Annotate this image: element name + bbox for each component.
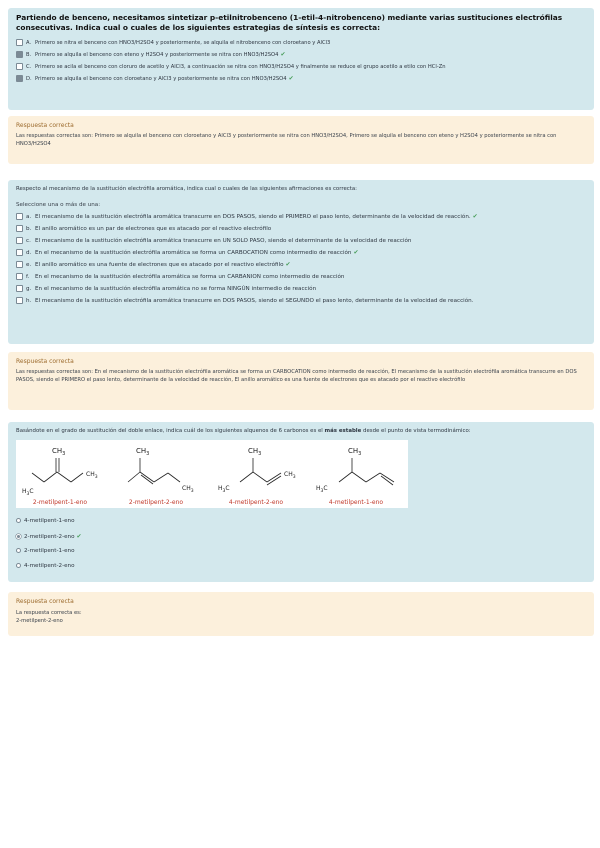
option-text: 4-metilpent-2-eno: [24, 563, 75, 569]
molecule-label-3: 4-metilpent-2-eno: [228, 499, 284, 506]
option-text: 2-metilpent-1-eno: [24, 548, 75, 554]
checkbox-option[interactable]: [16, 247, 586, 259]
option-letter: h.: [26, 298, 32, 304]
molecule-label-2: 2-metilpent-2-eno: [128, 499, 184, 506]
option-text: El mecanismo de la sustitución electrófila aromática transcurre en UN SOLO PASO, siendo el determinante de la velocidad de reacción: [35, 238, 412, 244]
feedback-3-line1: La respuesta correcta es:: [16, 610, 82, 616]
check-circle-icon: ✔: [353, 249, 359, 256]
feedback-3-heading: Respuesta correcta: [16, 598, 74, 605]
checkbox-option[interactable]: [16, 235, 586, 247]
check-circle-icon: ✔: [285, 261, 291, 268]
alkene-structures-figure: [16, 440, 408, 508]
option-letter: b.: [26, 226, 32, 232]
molecule-2-metilpent-2-eno: [128, 447, 194, 494]
option-text: En el mecanismo de la sustitución electrófila aromática se forma un CARBOCATION como intermedio de reacción: [35, 250, 352, 256]
feedback-2-panel: [8, 352, 594, 410]
molecule-4-metilpent-2-eno: [218, 447, 296, 494]
question-1-text: [16, 13, 586, 33]
q3-title-before: Basándote en el grado de sustitución del doble enlace, indica cuál de los siguientes alquenos de 6 carbonos es el: [16, 428, 325, 434]
question-2-panel: [8, 180, 594, 344]
svg-text:CH3: $CH_3$: [284, 471, 296, 480]
checkbox-option[interactable]: [16, 73, 586, 85]
checkbox-option[interactable]: [16, 211, 586, 223]
option-letter: C.: [26, 64, 32, 70]
checkbox-option[interactable]: [16, 223, 586, 235]
radio-option[interactable]: [16, 514, 82, 529]
svg-text:CH3: $CH_3$: [348, 447, 362, 457]
question-3-panel: [8, 422, 594, 582]
molecule-label-1: 2-metilpent-1-eno: [32, 499, 88, 506]
option-text: 2-metilpent-2-eno: [24, 534, 75, 540]
q2-options: [16, 211, 586, 307]
option-letter: a.: [26, 214, 32, 220]
q3-options: [16, 514, 82, 574]
option-letter: e.: [26, 262, 32, 268]
check-circle-icon: ✔: [472, 213, 478, 220]
radio-icon[interactable]: [16, 518, 21, 523]
checkbox-option[interactable]: [16, 271, 586, 283]
svg-text:H3C: $H_3C$: [218, 485, 230, 494]
checkbox-icon[interactable]: [16, 63, 23, 70]
checkbox-option[interactable]: [16, 283, 586, 295]
alkene-structures-svg: [16, 440, 408, 508]
option-text: El anillo aromático es una fuente de electrones que es atacado por el reactivo electrófilo: [35, 262, 284, 268]
q2-title: Respecto al mecanismo de la sustitución electrófila aromática, indica cual o cuales de las siguientes afirmaciones es correcta:: [16, 186, 357, 192]
option-text: Primero se nitra el benceno con HNO3/H2SO4 y posteriormente, se alquila el nitrobenceno con cloroetano y AlCl3: [35, 40, 331, 46]
radio-option[interactable]: [16, 529, 82, 544]
ch3-label: $CH_3$: [52, 447, 66, 457]
checkbox-icon[interactable]: [16, 273, 23, 280]
molecule-label-4: 4-metilpent-1-eno: [328, 499, 384, 506]
svg-text:H3C: $H_3C$: [316, 485, 328, 494]
checkbox-icon[interactable]: [16, 39, 23, 46]
checkbox-icon[interactable]: [16, 249, 23, 256]
feedback-1-heading: Respuesta correcta: [16, 122, 74, 129]
option-text: El mecanismo de la sustitución electrófila aromática transcurre en DOS PASOS, siendo el SEGUNDO el paso lento, determinante de la velocidad de reacción.: [35, 298, 474, 304]
svg-text:CH3: $CH_3$: [86, 471, 98, 480]
feedback-2-text: Las respuestas correctas son: En el mecanismo de la sustitución electrófila aromática se forma un CARBOCATION como intermedio de reacción, El mecanismo de la sustitución electrófila aromática transcurre en DOS PASOS, siendo el PRIMERO el paso lento, determinante de la velocidad de reacción, El anillo aromático es una fuente de electrones que es atacado por el reactivo electrófilo: [16, 369, 577, 383]
feedback-1-text: Las respuestas correctas son: Primero se alquila el benceno con cloroetano y AlCl3 y posteriormente se nitra con HNO3/H2SO4, Primero se alquila el benceno con eteno y H2SO4 y posteriormente se nitra con HNO3/H2SO4: [16, 133, 557, 147]
option-text: El mecanismo de la sustitución electrófila aromática transcurre en DOS PASOS, siendo el PRIMERO el paso lento, determinante de la velocidad de reacción.: [35, 214, 471, 220]
option-letter: A.: [26, 40, 32, 46]
question-1-panel: [8, 8, 594, 110]
feedback-3-line2: 2-metilpent-2-eno: [16, 617, 63, 624]
q1-options: [16, 37, 586, 85]
option-text: En el mecanismo de la sustitución electrófila aromática se forma un CARBANION como intermedio de reacción: [35, 274, 345, 280]
option-text: Primero se alquila el benceno con eteno y H2SO4 y posteriormente se nitra con HNO3/H2SO4: [35, 52, 279, 58]
option-text: Primero se acila el benceno con cloruro de acetilo y AlCl3, a continuación se nitra con HNO3/H2SO4 y finalmente se reduce el grupo acetilo a etilo con HCl-Zn: [35, 64, 446, 70]
radio-icon[interactable]: [16, 534, 21, 539]
option-letter: d.: [26, 250, 32, 256]
option-letter: B.: [26, 52, 32, 58]
option-text: El anillo aromático es un par de electrones que es atacado por el reactivo electrófilo: [35, 226, 272, 232]
check-circle-icon: ✔: [288, 75, 294, 82]
molecule-4-metilpent-1-eno: [316, 447, 394, 494]
radio-icon[interactable]: [16, 548, 21, 553]
checkbox-icon[interactable]: [16, 75, 23, 82]
option-text: En el mecanismo de la sustitución electrófila aromática no se forma NINGÚN intermedio de reacción: [35, 286, 317, 292]
option-letter: c.: [26, 238, 31, 244]
feedback-1-panel: [8, 116, 594, 164]
option-text: 4-metilpent-1-eno: [24, 518, 75, 524]
checkbox-option[interactable]: [16, 49, 586, 61]
q3-title-bold: más estable: [324, 428, 362, 434]
check-circle-icon: ✔: [76, 533, 82, 540]
feedback-2-heading: Respuesta correcta: [16, 358, 74, 365]
molecule-2-metilpent-1-eno: [22, 447, 98, 497]
checkbox-icon[interactable]: [16, 261, 23, 268]
radio-option[interactable]: [16, 559, 82, 574]
checkbox-icon[interactable]: [16, 225, 23, 232]
svg-text:CH3: $CH_3$: [248, 447, 262, 457]
radio-icon[interactable]: [16, 563, 21, 568]
checkbox-icon[interactable]: [16, 51, 23, 58]
option-text: Primero se alquila el benceno con cloroetano y AlCl3 y posteriormente se nitra con HNO3/H2SO4: [35, 76, 287, 82]
checkbox-option[interactable]: [16, 37, 586, 49]
option-letter: f.: [26, 274, 30, 280]
q3-title: [16, 428, 586, 436]
q1-title: Partiendo de benceno, necesitamos sintetizar p-etilnitrobenceno (1-etil-4-nitrobenceno) mediante varias sustituciones electrófilas consecutivas. Indica cual o cuales de los siguientes estrategias de síntesis es correcta:: [16, 13, 563, 32]
svg-text:H3C: $H_3C$: [22, 488, 34, 497]
option-letter: D.: [26, 76, 32, 82]
checkbox-option[interactable]: [16, 295, 586, 307]
checkbox-option[interactable]: [16, 61, 586, 73]
feedback-3-panel: [8, 592, 594, 636]
checkbox-icon[interactable]: [16, 297, 23, 304]
checkbox-icon[interactable]: [16, 237, 23, 244]
checkbox-icon[interactable]: [16, 285, 23, 292]
checkbox-icon[interactable]: [16, 213, 23, 220]
q2-select-hint: Seleccione una o más de una:: [16, 201, 101, 208]
svg-text:CH3: $CH_3$: [136, 447, 150, 457]
option-letter: g.: [26, 286, 32, 292]
check-circle-icon: ✔: [280, 51, 286, 58]
checkbox-option[interactable]: [16, 259, 586, 271]
q3-title-after: desde el punto de vista termodinámico:: [361, 428, 471, 434]
radio-option[interactable]: [16, 544, 82, 559]
svg-text:CH3: $CH_3$: [182, 485, 194, 494]
